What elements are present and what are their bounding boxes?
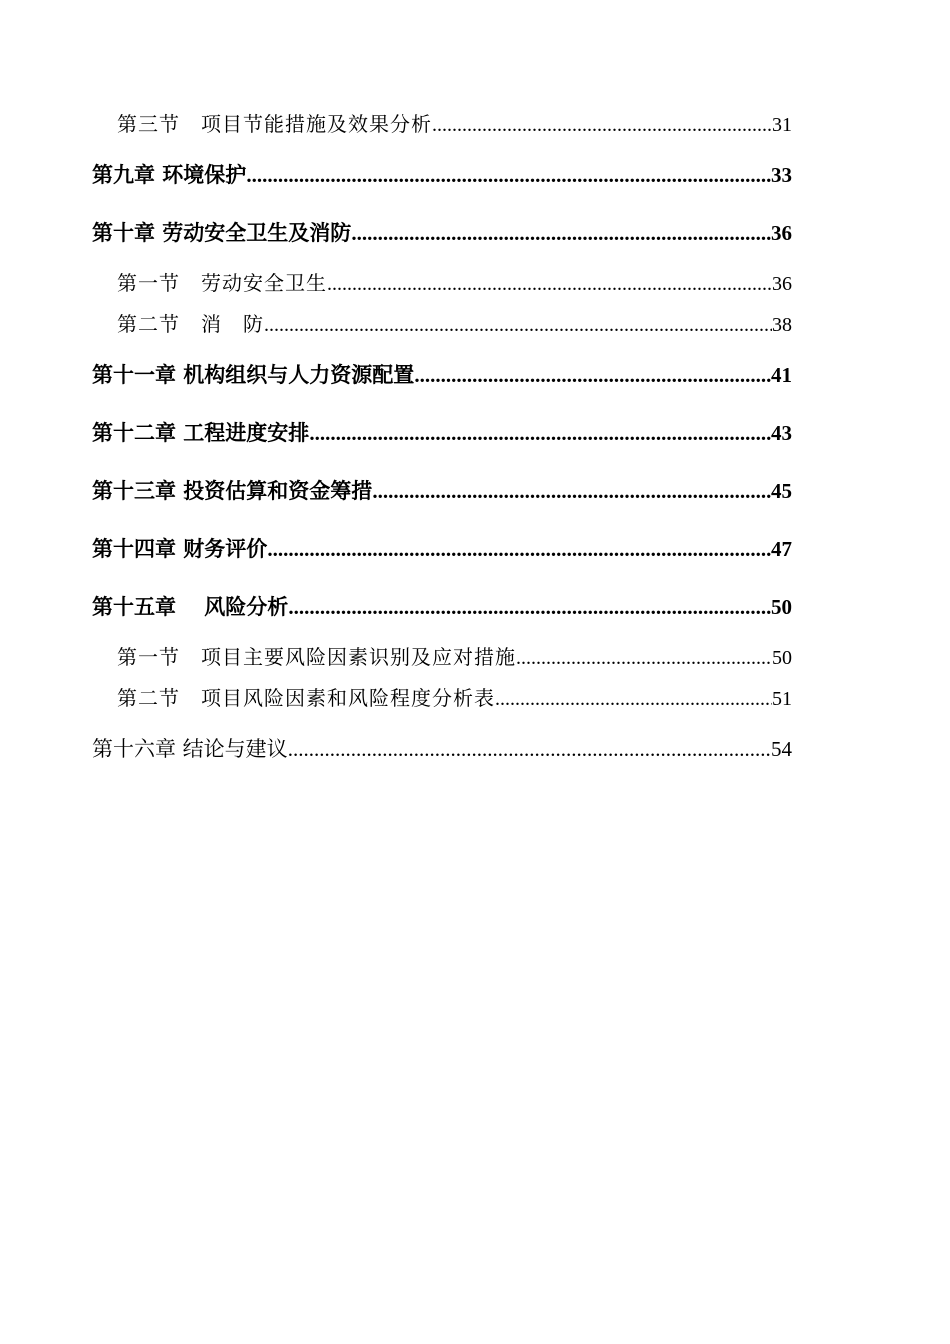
toc-entry-page: 50 bbox=[772, 647, 792, 669]
dot-leader bbox=[432, 113, 772, 137]
dot-leader bbox=[246, 163, 771, 187]
dot-leader bbox=[327, 272, 772, 296]
toc-entry-title: 第一节 项目主要风险因素识别及应对措施 bbox=[117, 645, 516, 669]
dot-leader bbox=[414, 363, 771, 387]
toc-entry-page: 38 bbox=[772, 314, 792, 336]
toc-entry-page: 41 bbox=[771, 363, 792, 387]
toc-entry-title: 第二节 消 防 bbox=[117, 312, 264, 336]
toc-entry-page: 31 bbox=[772, 114, 792, 136]
dot-leader bbox=[495, 687, 772, 711]
dot-leader bbox=[309, 421, 771, 445]
toc-entry-title: 第十一章 机构组织与人力资源配置 bbox=[92, 362, 415, 387]
toc-entry-chapter[interactable] bbox=[92, 595, 792, 619]
toc-entry-section[interactable] bbox=[92, 686, 792, 711]
dot-leader bbox=[351, 221, 771, 245]
toc-entry-chapter[interactable] bbox=[92, 479, 792, 503]
toc-entry-title: 第一节 劳动安全卫生 bbox=[117, 271, 327, 295]
toc-entry-page: 51 bbox=[772, 688, 792, 710]
table-of-contents bbox=[92, 112, 792, 761]
toc-entry-page: 54 bbox=[771, 737, 792, 761]
toc-entry-title: 第十三章 投资估算和资金筹措 bbox=[92, 478, 373, 503]
toc-entry-page: 50 bbox=[771, 595, 792, 619]
toc-entry-title: 第九章 环境保护 bbox=[92, 162, 247, 187]
toc-entry-chapter[interactable] bbox=[92, 537, 792, 561]
dot-leader bbox=[264, 313, 772, 337]
toc-entry-page: 36 bbox=[772, 273, 792, 295]
dot-leader bbox=[372, 479, 771, 503]
toc-entry-chapter[interactable] bbox=[92, 737, 792, 761]
toc-entry-title: 第十章 劳动安全卫生及消防 bbox=[92, 220, 352, 245]
dot-leader bbox=[516, 646, 772, 670]
toc-entry-section[interactable] bbox=[92, 312, 792, 337]
toc-entry-title: 第十六章 结论与建议 bbox=[92, 737, 288, 761]
toc-entry-chapter[interactable] bbox=[92, 421, 792, 445]
toc-entry-chapter[interactable] bbox=[92, 221, 792, 245]
toc-entry-chapter[interactable] bbox=[92, 163, 792, 187]
toc-entry-section[interactable] bbox=[92, 645, 792, 670]
toc-entry-page: 33 bbox=[771, 163, 792, 187]
toc-entry-title: 第十五章 风险分析 bbox=[92, 594, 289, 619]
toc-entry-section[interactable] bbox=[92, 271, 792, 296]
toc-entry-page: 36 bbox=[771, 221, 792, 245]
dot-leader bbox=[288, 737, 771, 761]
toc-entry-title: 第十四章 财务评价 bbox=[92, 536, 268, 561]
toc-entry-page: 45 bbox=[771, 479, 792, 503]
toc-entry-section[interactable] bbox=[92, 112, 792, 137]
toc-entry-page: 43 bbox=[771, 421, 792, 445]
dot-leader bbox=[267, 537, 771, 561]
toc-entry-page: 47 bbox=[771, 537, 792, 561]
toc-entry-title: 第十二章 工程进度安排 bbox=[92, 420, 310, 445]
toc-entry-chapter[interactable] bbox=[92, 363, 792, 387]
dot-leader bbox=[288, 595, 771, 619]
toc-entry-title: 第三节 项目节能措施及效果分析 bbox=[117, 112, 432, 136]
toc-entry-title: 第二节 项目风险因素和风险程度分析表 bbox=[117, 686, 495, 710]
